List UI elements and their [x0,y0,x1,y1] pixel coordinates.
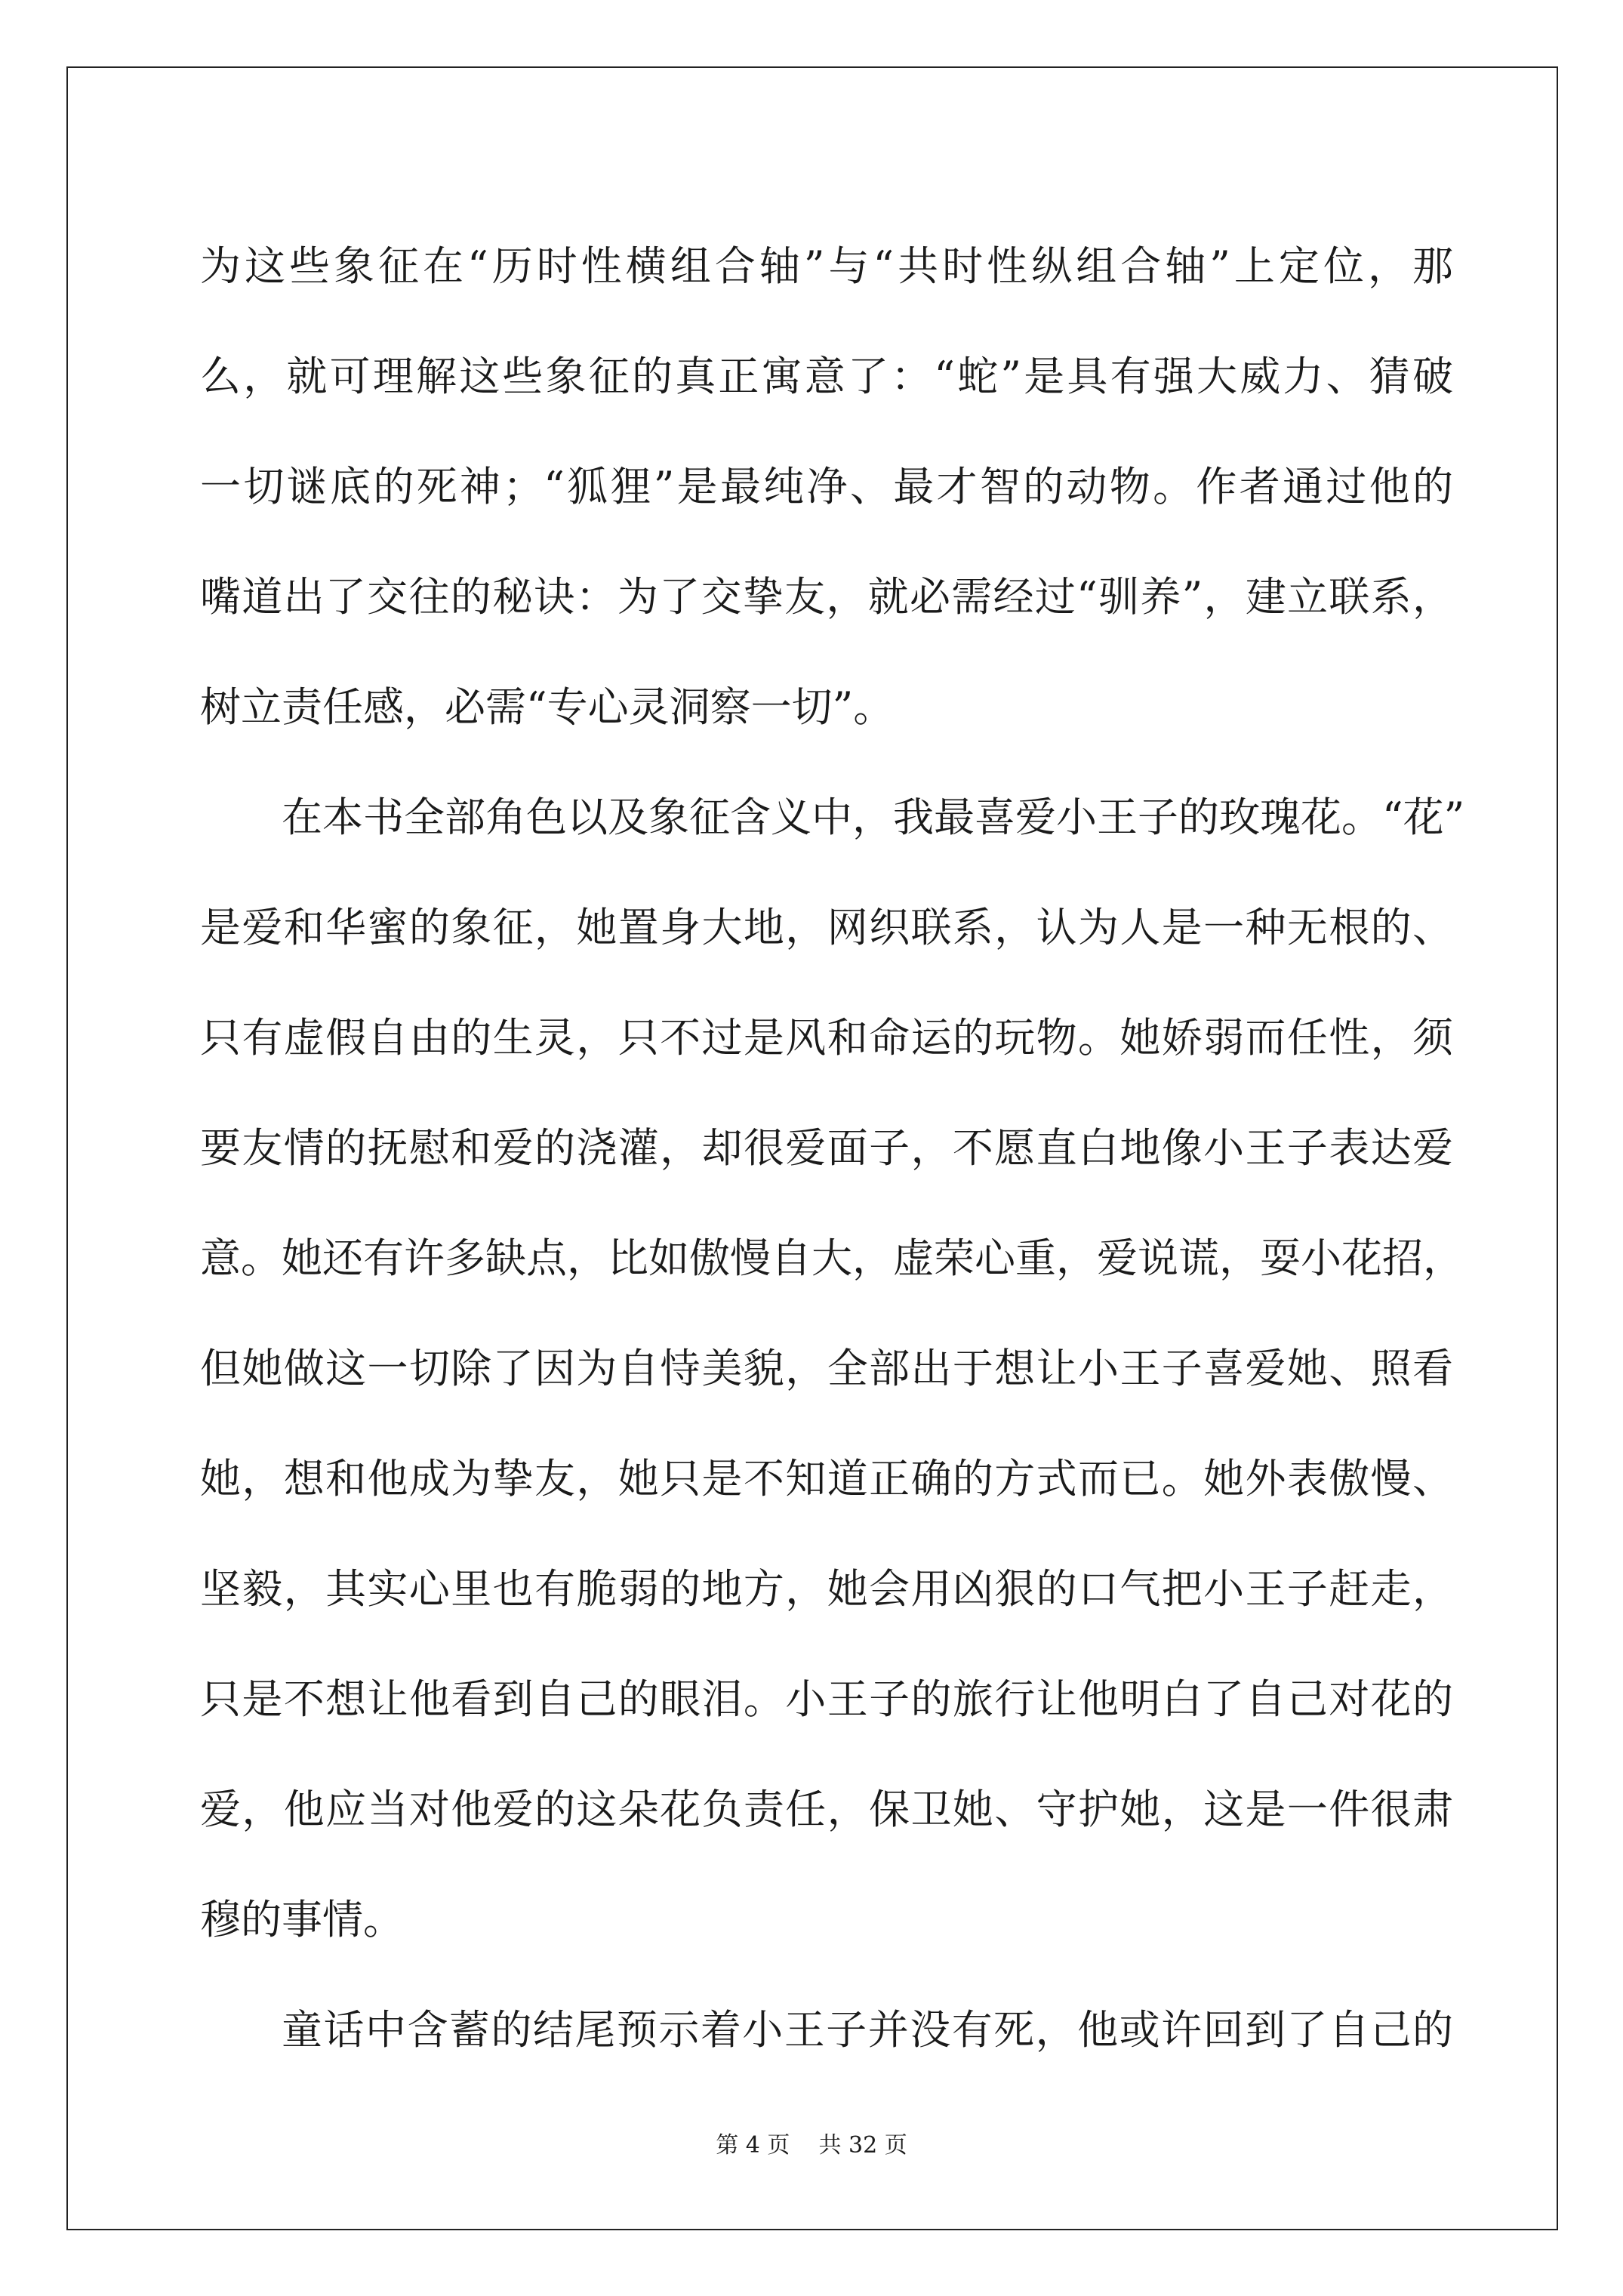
text-line: 她，想和他成为挚友，她只是不知道正确的方式而已。她外表傲慢、 [200,1455,1453,1502]
text-line: 要友情的抚慰和爱的浇灌，却很爱面子，不愿直白地像小王子表达爱 [200,1124,1453,1172]
text-line: 在本书全部角色以及象征含义中，我最喜爱小王子的玫瑰花。“花” [282,794,1465,841]
text-line: 只是不想让他看到自己的眼泪。小王子的旅行让他明白了自己对花的 [200,1675,1453,1723]
text-line: 爱，他应当对他爱的这朵花负责任，保卫她、守护她，这是一件很肃 [200,1786,1453,1833]
text-line: 为这些象征在“历时性横组合轴”与“共时性纵组合轴”上定位，那 [200,242,1453,290]
text-line: 树立责任感，必需“专心灵洞察一切”。 [200,683,895,731]
document-body [200,211,1465,2085]
text-line: 嘴道出了交往的秘诀：为了交挚友，就必需经过“驯养”，建立联系， [200,573,1453,621]
text-line: 但她做这一切除了因为自恃美貌，全部出于想让小王子喜爱她、照看 [200,1345,1453,1392]
text-line: 意。她还有许多缺点，比如傲慢自大，虚荣心重，爱说谎，耍小花招， [200,1234,1464,1282]
text-line: 坚毅，其实心里也有脆弱的地方，她会用凶狠的口气把小王子赶走， [200,1565,1453,1613]
text-line: 穆的事情。 [200,1896,404,1943]
text-line: 只有虚假自由的生灵，只不过是风和命运的玩物。她娇弱而任性，须 [200,1014,1453,1062]
text-line: 童话中含蓄的结尾预示着小王子并没有死，他或许回到了自己的 [282,2006,1453,2054]
text-line: 是爱和华蜜的象征，她置身大地，网织联系，认为人是一种无根的、 [200,904,1453,951]
text-line: 么，就可理解这些象征的真正寓意了：“蛇”是具有强大威力、猜破 [200,353,1453,400]
text-line: 一切谜底的死神；“狐狸”是最纯净、最才智的动物。作者通过他的 [200,463,1453,510]
page-footer: 第 4 页 共 32 页 [716,2132,907,2159]
